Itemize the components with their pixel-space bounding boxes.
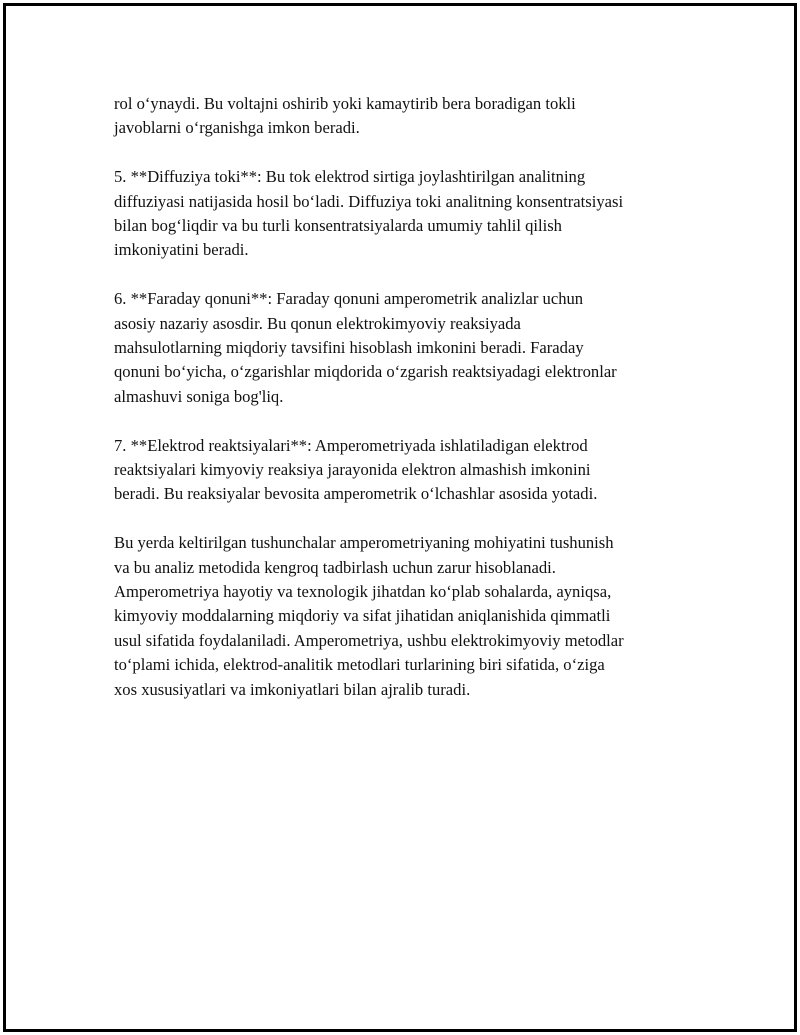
text-line: va bu analiz metodida kengroq tadbirlash uchun zarur hisoblanadi. <box>114 557 556 577</box>
paragraph-continuation <box>114 92 694 141</box>
text-line: imkoniyatini beradi. <box>114 240 249 260</box>
text-line: qonuni bo‘yicha, o‘zgarishlar miqdorida o‘zgarish reaktsiyadagi elektronlar <box>114 362 617 382</box>
document-body <box>114 92 694 726</box>
text-line: Amperometriya hayotiy va texnologik jihatdan ko‘plab sohalarda, ayniqsa, <box>114 582 612 602</box>
text-line: rol o‘ynaydi. Bu voltajni oshirib yoki kamaytirib bera boradigan tokli <box>114 94 576 113</box>
paragraph-diffusion-current <box>114 165 694 263</box>
paragraph-faraday-law <box>114 287 694 409</box>
text-line: kimyoviy moddalarning miqdoriy va sifat jihatidan aniqlanishida qimmatli <box>114 606 611 626</box>
text-line: asosiy nazariy asosdir. Bu qonun elektrokimyoviy reaksiyada <box>114 313 521 333</box>
text-line: Bu yerda keltirilgan tushunchalar amperometriyaning mohiyatini tushunish <box>114 533 614 553</box>
text-line: diffuziyasi natijasida hosil bo‘ladi. Diffuziya toki analitning konsentratsiyasi <box>114 191 624 211</box>
text-line: mahsulotlarning miqdoriy tavsifini hisoblash imkonini beradi. Faraday <box>114 338 584 358</box>
text-line: bilan bog‘liqdir va bu turli konsentratsiyalarda umumiy tahlil qilish <box>114 216 562 236</box>
text-line: to‘plami ichida, elektrod-analitik metodlari turlarining biri sifatida, o‘ziga <box>114 655 605 675</box>
text-line: beradi. Bu reaksiyalar bevosita amperometrik o‘lchashlar asosida yotadi. <box>114 484 598 504</box>
text-line: 6. **Faraday qonuni**: Faraday qonuni amperometrik analizlar uchun <box>114 289 584 309</box>
text-line: javoblarni o‘rganishga imkon beradi. <box>114 118 360 138</box>
paragraph-electrode-reactions <box>114 434 694 507</box>
text-line: usul sifatida foydalaniladi. Amperometriya, ushbu elektrokimyoviy metodlar <box>114 630 624 650</box>
text-line: xos xususiyatlari va imkoniyatlari bilan ajralib turadi. <box>114 679 471 699</box>
text-line: reaktsiyalari kimyoviy reaksiya jarayonida elektron almashish imkonini <box>114 460 591 480</box>
text-line: 5. **Diffuziya toki**: Bu tok elektrod sirtiga joylashtirilgan analitning <box>114 167 586 187</box>
text-line: 7. **Elektrod reaktsiyalari**: Amperometriyada ishlatiladigan elektrod <box>114 435 588 455</box>
text-line: almashuvi soniga bog'liq. <box>114 386 284 406</box>
paragraph-conclusion <box>114 531 694 702</box>
